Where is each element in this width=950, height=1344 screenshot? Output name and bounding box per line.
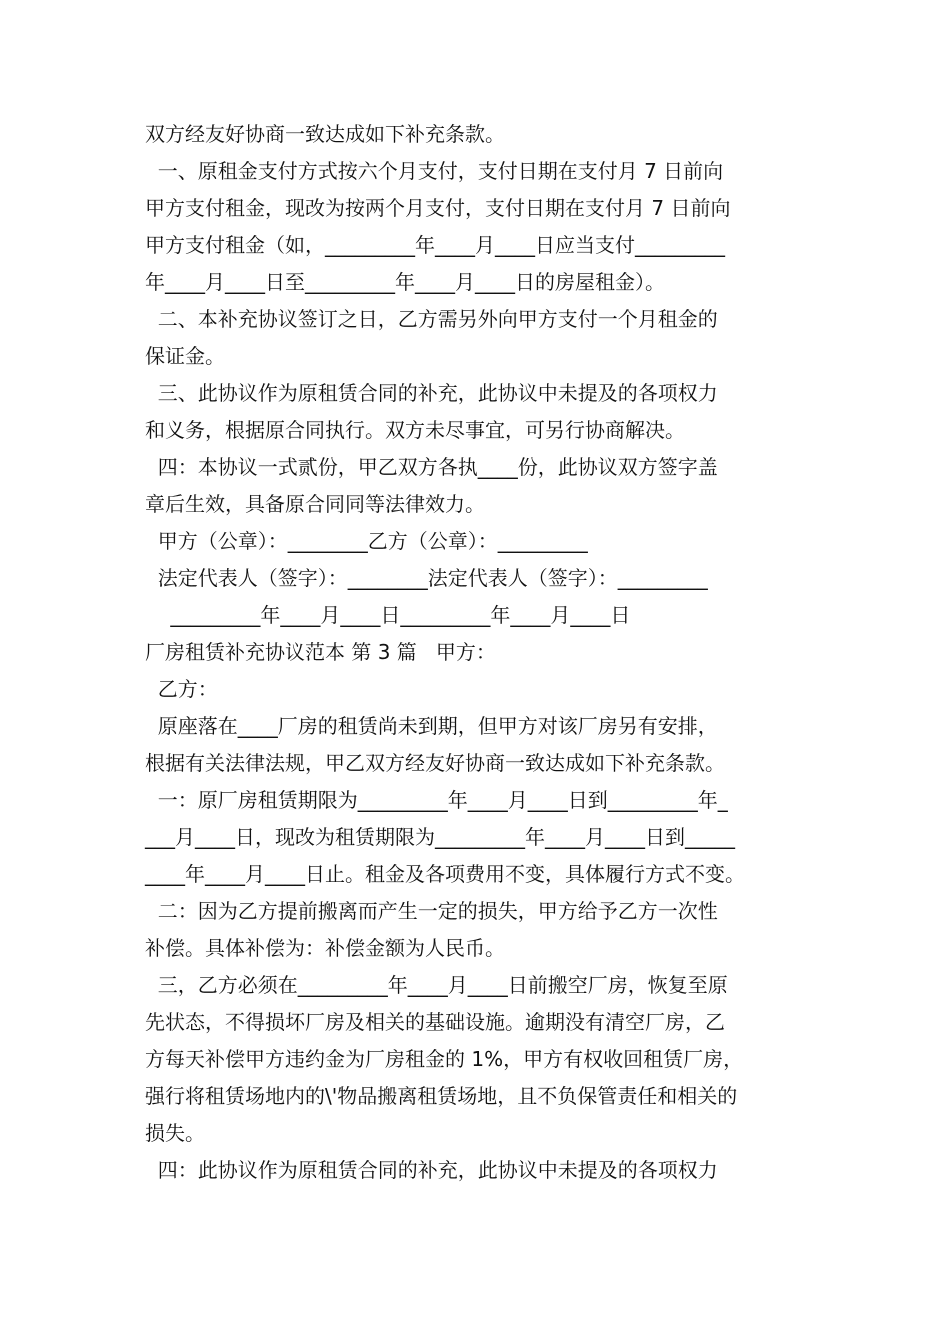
text-line: 方每天补偿甲方违约金为厂房租金的 1%，甲方有权收回租赁厂房， [145, 1047, 744, 1071]
text-line: 甲方支付租金（如，_________年____月____日应当支付_________ [145, 233, 725, 257]
text-line: 保证金。 [145, 344, 225, 368]
section-heading: 厂房租赁补充协议范本 第 3 篇 甲方： [145, 640, 496, 664]
document-body [145, 116, 809, 1189]
text-line: 三、此协议作为原租赁合同的补充，此协议中未提及的各项权力 [145, 381, 718, 405]
text-line: 年____月____日至_________年____月____日的房屋租金）。 [145, 270, 665, 294]
text-line: 根据有关法律法规，甲乙双方经友好协商一致达成如下补充条款。 [145, 751, 725, 775]
signature-line: 法定代表人（签字）：________法定代表人（签字）：_________ [145, 566, 708, 590]
signature-line: 甲方（公章）：________乙方（公章）：_________ [145, 529, 588, 553]
text-line: 章后生效，具备原合同同等法律效力。 [145, 492, 485, 516]
date-line: _________年____月____日_________年____月____日 [145, 603, 631, 627]
text-line: 四：此协议作为原租赁合同的补充，此协议中未提及的各项权力 [145, 1158, 718, 1182]
text-line: ____年____月____日止。租金及各项费用不变，具体履行方式不变。 [145, 862, 745, 886]
text-line: 补偿。具体补偿为：补偿金额为人民币。 [145, 936, 505, 960]
text-line: 双方经友好协商一致达成如下补充条款。 [145, 122, 505, 146]
text-line: 先状态，不得损坏厂房及相关的基础设施。逾期没有清空厂房，乙 [145, 1010, 725, 1034]
text-line: 四：本协议一式贰份，甲乙双方各执____份，此协议双方签字盖 [145, 455, 718, 479]
text-line: 强行将租赁场地内的\'物品搬离租赁场地，且不负保管责任和相关的 [145, 1084, 738, 1108]
text-line: 二：因为乙方提前搬离而产生一定的损失，甲方给予乙方一次性 [145, 899, 718, 923]
text-line: 三，乙方必须在_________年____月____日前搬空厂房，恢复至原 [145, 973, 728, 997]
text-line: 二、本补充协议签订之日，乙方需另外向甲方支付一个月租金的 [145, 307, 718, 331]
text-line: 和义务，根据原合同执行。双方未尽事宜，可另行协商解决。 [145, 418, 685, 442]
text-line: 一、原租金支付方式按六个月支付，支付日期在支付月 7 日前向 [145, 159, 724, 183]
text-line: 损失。 [145, 1121, 205, 1145]
text-line: 甲方支付租金，现改为按两个月支付，支付日期在支付月 7 日前向 [145, 196, 731, 220]
text-line: 一：原厂房租赁期限为_________年____月____日到_________年_ [145, 788, 728, 812]
text-line: ___月____日，现改为租赁期限为_________年____月____日到_____ [145, 825, 735, 849]
text-line: 乙方： [145, 677, 218, 701]
text-line: 原座落在____厂房的租赁尚未到期，但甲方对该厂房另有安排， [145, 714, 718, 738]
